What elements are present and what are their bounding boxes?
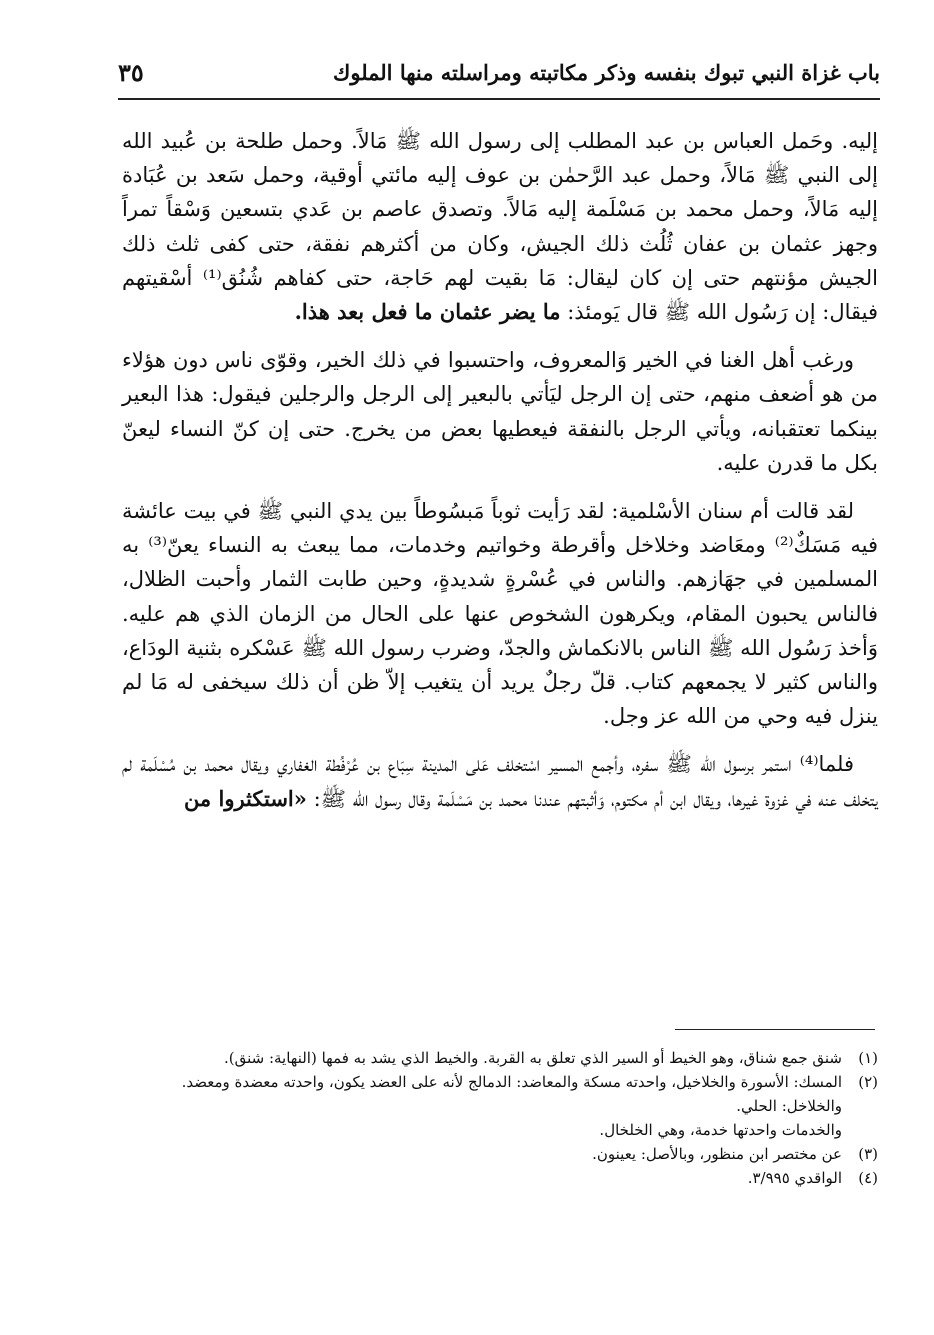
footnotes [122, 1046, 878, 1190]
main-text [122, 124, 878, 830]
footnote-text: عن مختصر ابن منظور، وبالأصل: يعينون. [592, 1145, 842, 1163]
footnote-2-continuation [122, 1118, 878, 1142]
paragraph-1-text: إليه. وحَمل العباس بن عبد المطلب إلى رسول الله ﷺ مَالاً. وحمل طلحة بن عُبيد الله إلى النبي ﷺ مَالاً، وحمل عبد الرَّحمٰن بن عوف إليه مائتي أوقية، وحمل سَعد بن عُبَادة إليه مَالاً، وحمل محمد بن مَسْلَمة إليه مَالاً. وتصدق عاصم بن عَدي بتسعين وَسْقاً تمراً وجهز عثمان بن عفان ثُلُث ذلك الجيش، وكان من أكثرهم نفقة، حتى كفى ثلث ذلك الجيش مؤنتهم حتى إن كان ليقال: مَا بقيت لهم حَاجة، حتى كفاهم شُنُق⁽¹⁾ أسْقيتهم فيقال: إن رَسُول الله ﷺ قال يَومئذ: [122, 129, 879, 325]
footnote-2-continuation [122, 1094, 878, 1118]
footnote-text: الواقدي ٣/٩٩٥. [747, 1169, 842, 1187]
footnote-number: (٣) [858, 1145, 878, 1163]
running-title: باب غزاة النبي تبوك بنفسه وذكر مكاتبته ومراسلته منها الملوك [333, 60, 880, 85]
paragraph-1-bold-quote: ما يضر عثمان ما فعل بعد هذا. [294, 299, 561, 325]
page-number: ٣٥ [118, 58, 144, 87]
footnote-text: والخلاخل: الحلي. [736, 1097, 842, 1115]
paragraph-2: ورغب أهل الغنا في الخير وَالمعروف، واحتسبوا في ذلك الخير، وقوّى ناس دون هؤلاء من هو أضعف منهم، حتى إن الرجل ليَأتي بالبعير إلى الرجل والرجلين فيقول: هذا البعير بينكما تعتقبانه، ويأتي الرجل بالنفقة فيعطيها بعض من يخرج. حتى إن كنّ النساء ليعنّ بكل ما قدرن عليه. [122, 348, 878, 475]
paragraph-4-text: فلما⁽⁴⁾ استمر برسول الله ﷺ سفره، وأجمع المسير اسْتخلف عَلى المدينة سِبَاع بن عُرْفُطة الغفاري ويقال محمد بن مُسْلَمة لم يتخلف عنه في غزوة غيرها، ويقال ابن أم مكتوم، وَأثبتهم عندنا محمد بن مَسْلَمة وقال رسول الله ﷺ: [122, 752, 878, 811]
footnote-3 [122, 1142, 878, 1166]
footnote-1 [122, 1046, 878, 1070]
footnote-text: المسك: الأسورة والخلاخيل، واحدته مسكة والمعاضد: الدمالج لأنه على العضد يكون، واحدته معضدة ومعضد. [181, 1073, 842, 1091]
header-rule [118, 98, 880, 100]
paragraph-1 [122, 124, 878, 329]
footnote-separator [675, 1029, 875, 1030]
footnote-number: (١) [858, 1049, 878, 1067]
page-header [118, 56, 880, 96]
paragraph-3: لقد قالت أم سنان الأسْلمية: لقد رَأيت ثوباً مَبسُوطاً بين يدي النبي ﷺ في بيت عائشة فيه مَسَكٌ⁽²⁾ ومعَاضد وخلاخل وأقرطة وخواتيم وخدمات، مما يبعث به النساء يعنّ⁽³⁾ به المسلمين في جهَازهم. والناس في عُسْرةٍ شديدةٍ، وحين طابت الثمار وأحبت الظلال، فالناس يحبون المقام، ويكرهون الشخوص عنها على الحال من الزمان الذي هم عليه. وَأخذ رَسُول الله ﷺ الناس بالانكماش والجدّ، وضرب رسول الله ﷺ عَسْكره بثنية الودَاع، والناس كثير لا يجمعهم كتاب. قلّ رجلٌ يريد أن يتغيب إلاّ ظن أن ذلك سيخفى له مَا لم ينزل فيه وحي من الله عز وجل. [122, 499, 878, 729]
footnote-2 [122, 1070, 878, 1094]
paragraph-4 [122, 747, 878, 815]
footnote-4 [122, 1166, 878, 1190]
footnote-text: شنق جمع شناق، وهو الخيط أو السير الذي تعلق به القربة. والخيط الذي يشد به فمها (النهاية: شنق). [223, 1049, 842, 1067]
footnote-text: والخدمات واحدتها خدمة، وهي الخلخال. [599, 1121, 842, 1139]
paragraph-4-bold-quote: «استكثروا من [183, 785, 307, 811]
footnote-number: (٤) [858, 1169, 878, 1187]
footnote-number: (٢) [858, 1073, 878, 1091]
